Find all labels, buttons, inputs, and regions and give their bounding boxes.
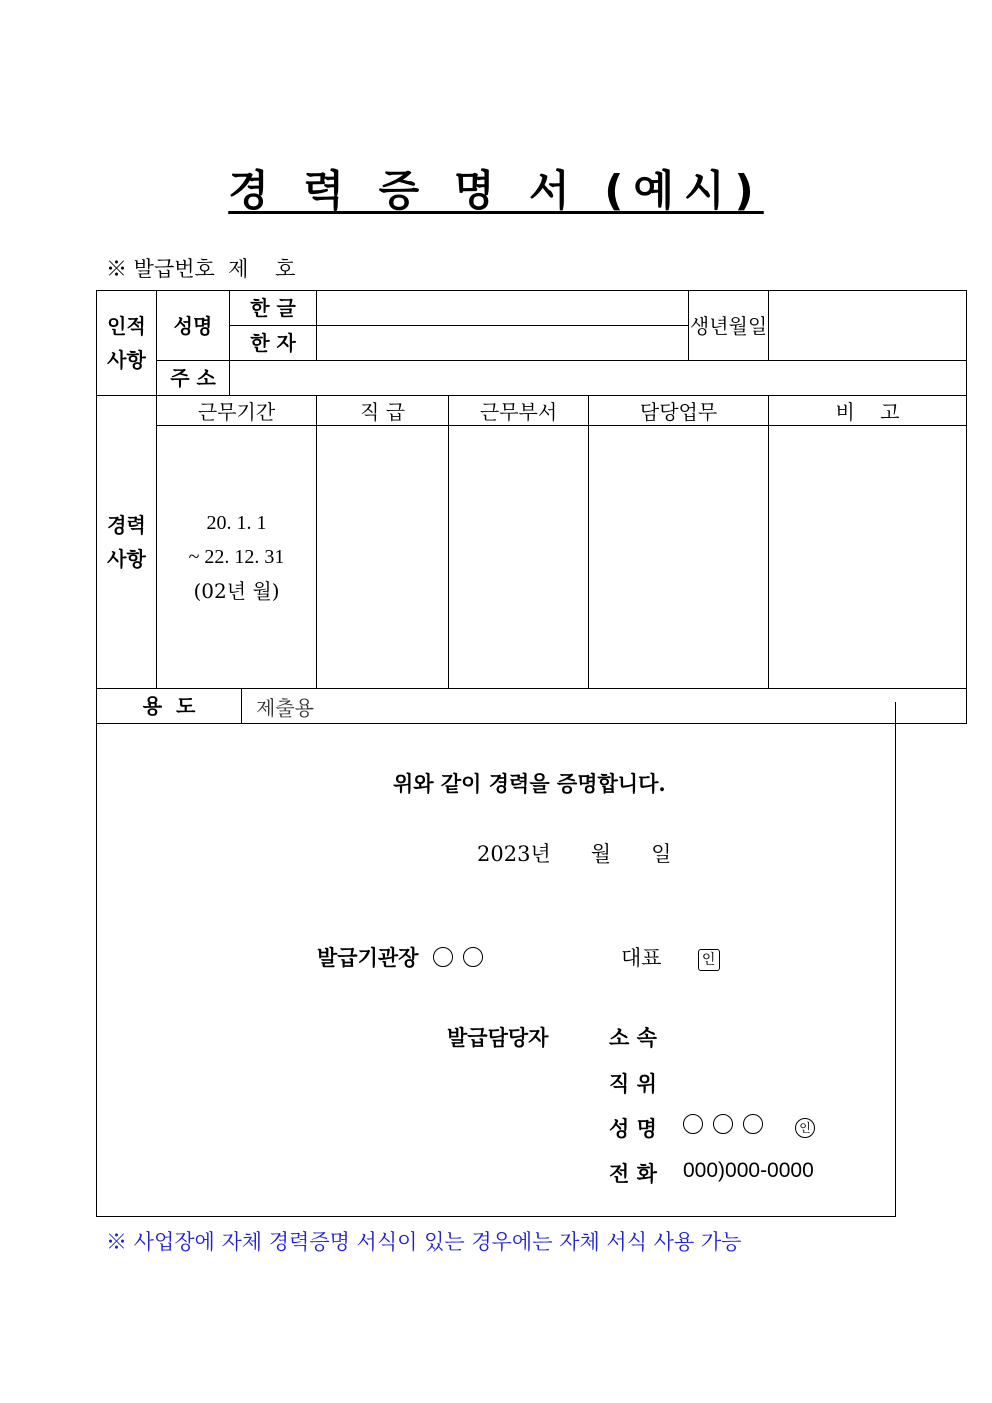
blank-circle-icon xyxy=(463,947,483,967)
representative: 대표 인 xyxy=(621,942,720,972)
manager-name-value[interactable] xyxy=(683,1113,815,1138)
usage-label: 용 도 xyxy=(97,689,242,724)
position-label: 직 위 xyxy=(609,1071,657,1096)
hanja-label: 한 자 xyxy=(230,326,317,361)
issue-date: 2023년 월 일 xyxy=(477,842,672,866)
issue-number-line: ※ 발급번호 제 호 xyxy=(106,257,296,281)
usage-value[interactable]: 제출용 xyxy=(242,689,967,724)
blank-circle-icon xyxy=(433,947,453,967)
header-duty: 담당업무 xyxy=(589,396,769,426)
hangul-value[interactable] xyxy=(317,291,689,326)
blank-circle-icon xyxy=(713,1114,733,1134)
seal-icon: 인 xyxy=(698,949,720,971)
career-period-cell[interactable]: 20. 1. 1 ~ 22. 12. 31 (02년 월) xyxy=(157,426,317,689)
certificate-body xyxy=(96,702,896,1217)
name-label: 성명 xyxy=(157,291,230,361)
phone-label: 전 화 xyxy=(609,1161,657,1186)
header-remarks: 비 고 xyxy=(769,396,967,426)
career-rank-cell[interactable] xyxy=(317,426,449,689)
career-section-label: 경력 사항 xyxy=(97,396,157,689)
header-department: 근무부서 xyxy=(449,396,589,426)
address-value[interactable] xyxy=(230,361,967,396)
blank-circle-icon xyxy=(683,1114,703,1134)
hanja-value[interactable] xyxy=(317,326,689,361)
career-department-cell[interactable] xyxy=(449,426,589,689)
personal-section-label: 인적 사항 xyxy=(97,291,157,396)
address-label: 주 소 xyxy=(157,361,230,396)
issuing-head: 발급기관장 xyxy=(317,942,493,972)
document-title: 경 력 증 명 서 (예시) xyxy=(228,166,764,215)
phone-value[interactable]: 000)000-0000 xyxy=(683,1159,814,1182)
manager-name-label: 성 명 xyxy=(609,1116,657,1141)
hangul-label: 한 글 xyxy=(230,291,317,326)
seal-icon: 인 xyxy=(795,1118,815,1138)
blank-circle-icon xyxy=(743,1114,763,1134)
birth-label: 생년월일 xyxy=(689,291,769,361)
affiliation-label: 소 속 xyxy=(609,1025,657,1050)
certificate-form-table xyxy=(96,290,967,724)
birth-value[interactable] xyxy=(769,291,967,361)
footnote: ※ 사업장에 자체 경력증명 서식이 있는 경우에는 자체 서식 사용 가능 xyxy=(106,1230,742,1254)
career-duty-cell[interactable] xyxy=(589,426,769,689)
issuing-manager-label: 발급담당자 xyxy=(447,1025,549,1050)
header-rank: 직 급 xyxy=(317,396,449,426)
certification-statement: 위와 같이 경력을 증명합니다. xyxy=(393,771,666,796)
header-period: 근무기간 xyxy=(157,396,317,426)
career-remarks-cell[interactable] xyxy=(769,426,967,689)
